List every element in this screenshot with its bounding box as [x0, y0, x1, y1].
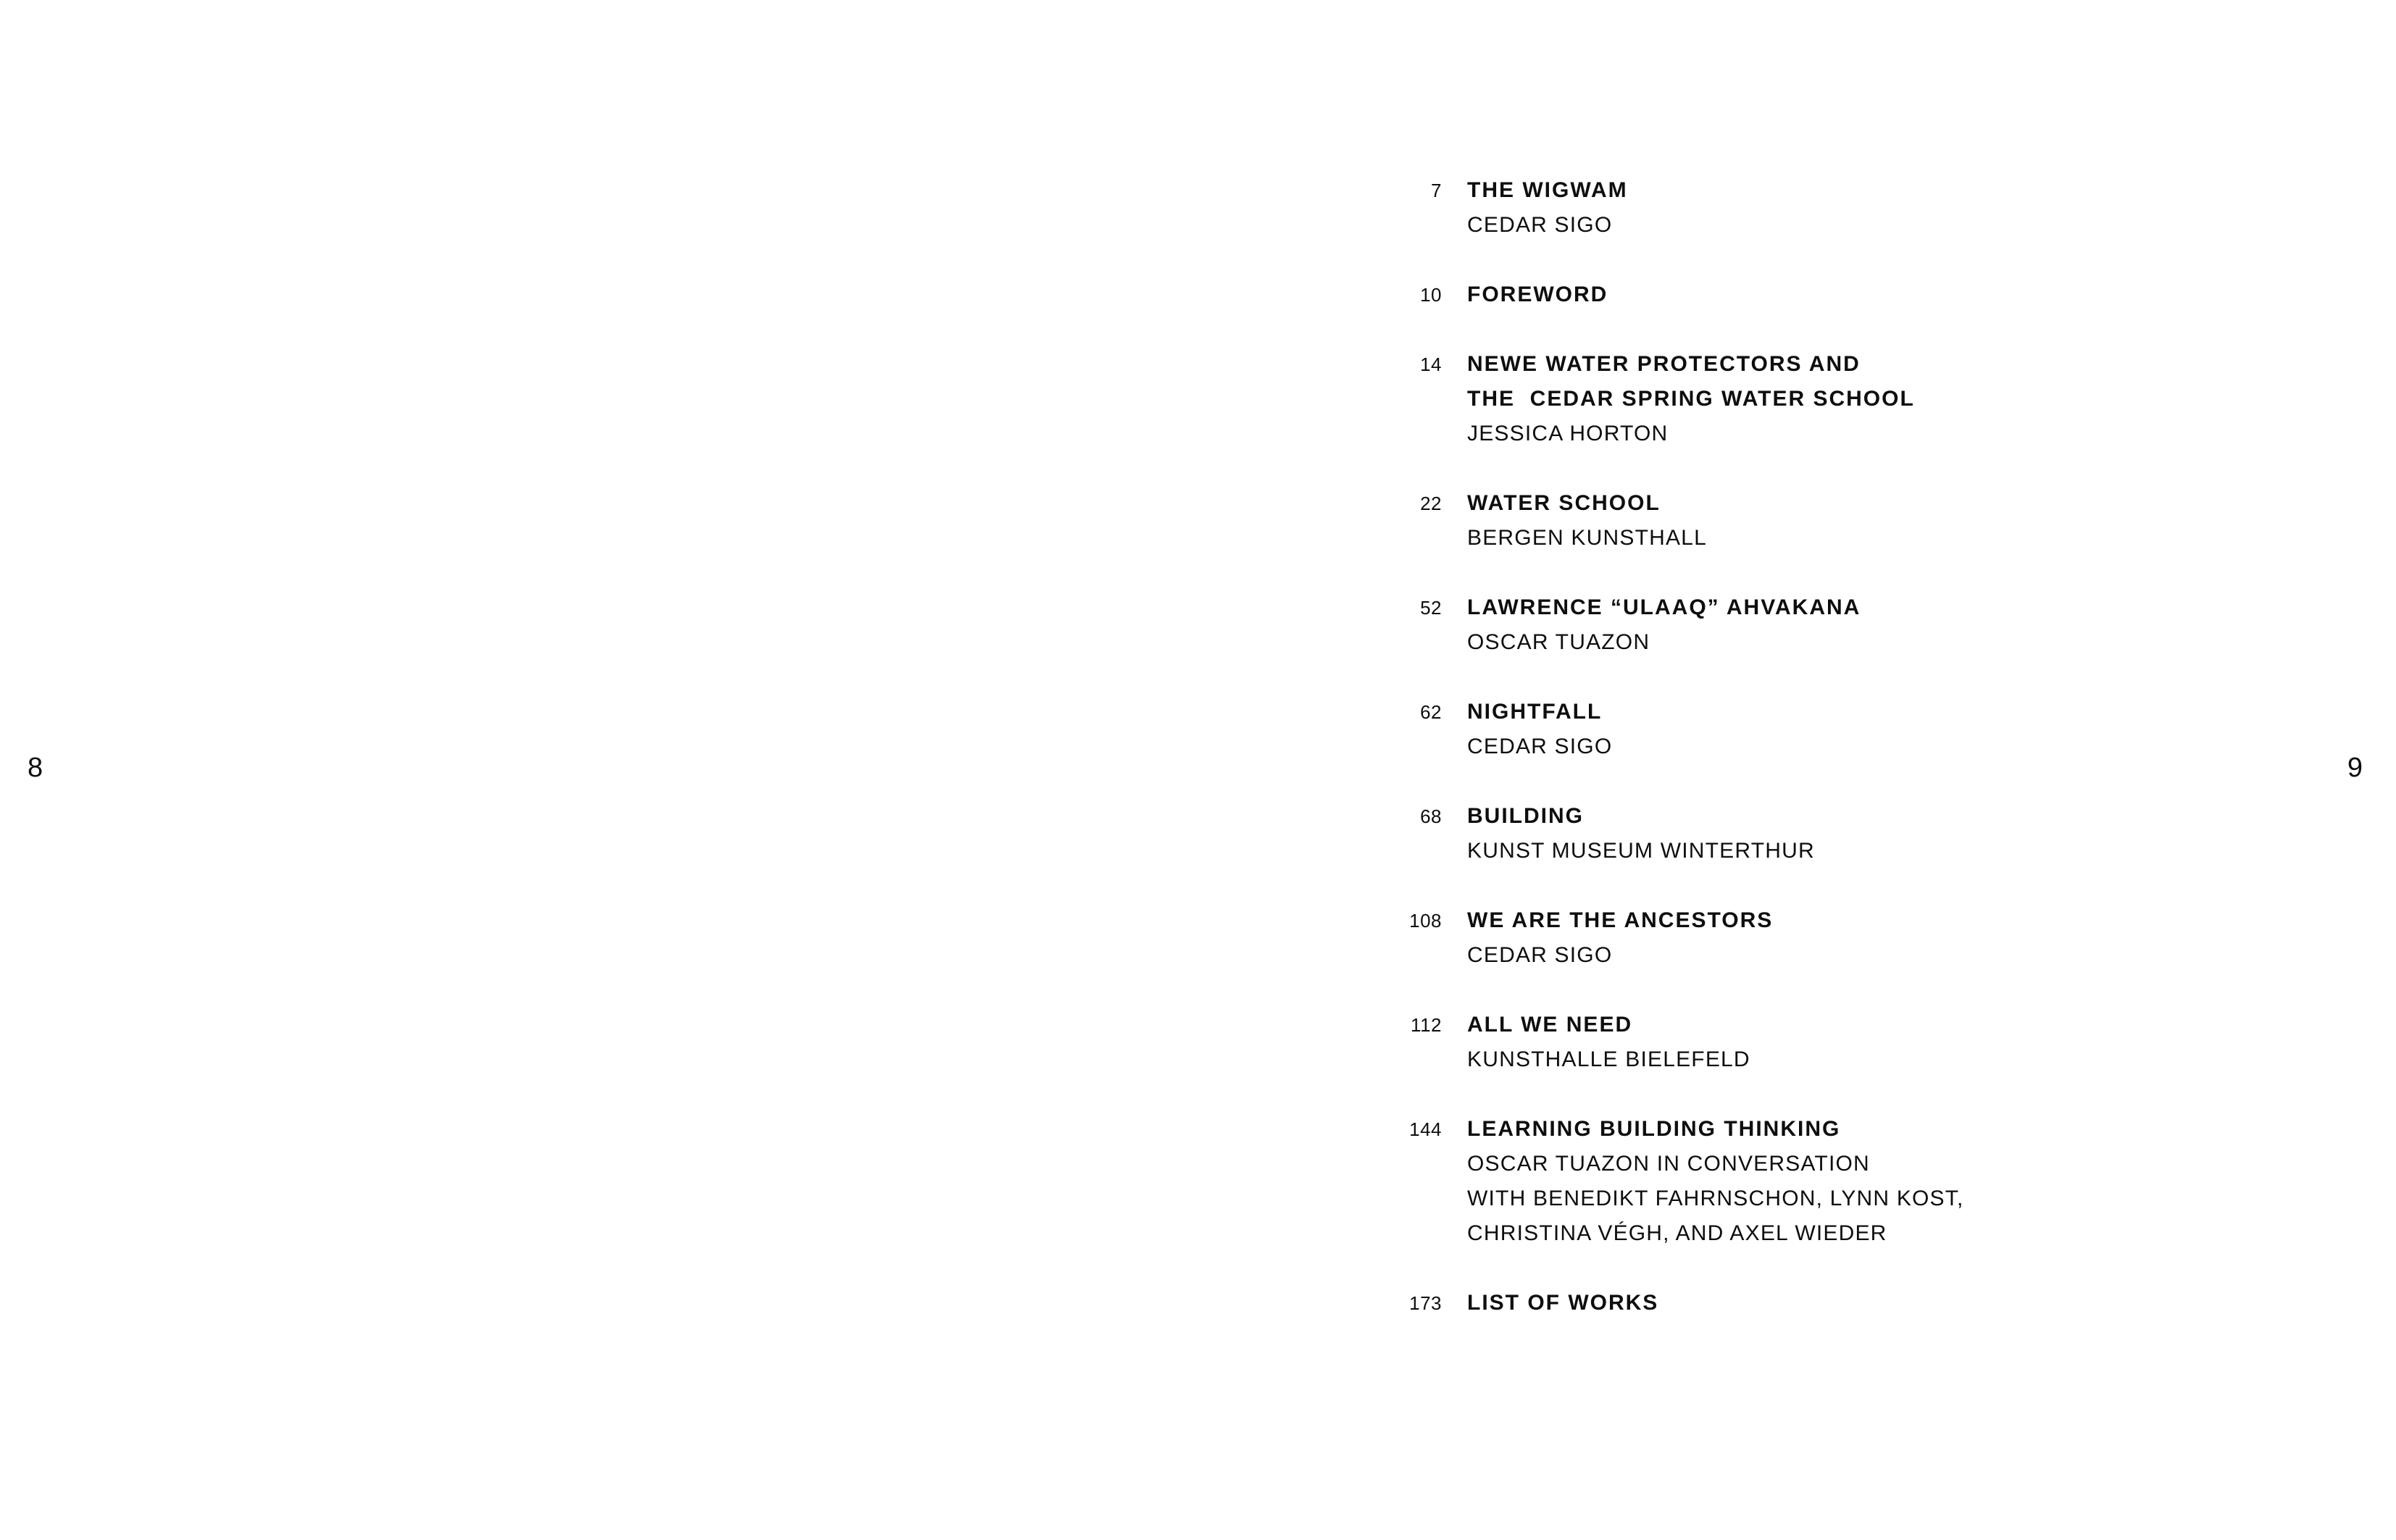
- toc-entry-title-line: ALL WE NEED: [1467, 1013, 1633, 1037]
- toc-entry-text: [1467, 1286, 1658, 1321]
- toc-entry-page-number: 10: [1420, 284, 1442, 306]
- toc-entry-sub-line: OSCAR TUAZON IN CONVERSATION: [1467, 1152, 1870, 1176]
- toc-entry-title-line: THE CEDAR SPRING WATER SCHOOL: [1467, 387, 1915, 411]
- toc-entry: [1366, 903, 1964, 973]
- toc-entry-text: [1467, 1008, 1750, 1077]
- toc-entry-sub-line: KUNSTHALLE BIELEFELD: [1467, 1047, 1750, 1071]
- toc-entry-page-number: 112: [1411, 1014, 1442, 1036]
- toc-entry-sub-line: CHRISTINA VÉGH, AND AXEL WIEDER: [1467, 1221, 1887, 1245]
- toc-entry-title-line: WE ARE THE ANCESTORS: [1467, 908, 1774, 932]
- toc-entry-text: [1467, 695, 1612, 764]
- toc-entry-sub-line: JESSICA HORTON: [1467, 422, 1669, 445]
- toc-entry-page-number: 108: [1409, 910, 1442, 932]
- toc-entry-title-line: LEARNING BUILDING THINKING: [1467, 1117, 1841, 1141]
- toc-entry-page-number: 68: [1420, 805, 1442, 827]
- toc-entry: [1366, 1008, 1964, 1077]
- toc-entry-page-number: 7: [1431, 180, 1442, 201]
- toc-entry: [1366, 1286, 1964, 1321]
- toc-entry-sub-line: WITH BENEDIKT FAHRNSCHON, LYNN KOST,: [1467, 1187, 1964, 1210]
- toc-entry-sub-line: CEDAR SIGO: [1467, 213, 1613, 237]
- toc-entry-title-line: WATER SCHOOL: [1467, 491, 1661, 515]
- toc-entry-text: [1467, 347, 1915, 451]
- toc-entry-sub-line: KUNST MUSEUM WINTERTHUR: [1467, 839, 1815, 863]
- right-page-number: 9: [2347, 753, 2363, 783]
- toc-entry-title-line: BUILDING: [1467, 804, 1584, 828]
- toc-entry-sub-line: CEDAR SIGO: [1467, 735, 1613, 758]
- toc-entry: [1366, 1112, 1964, 1251]
- toc-entry-title-line: THE WIGWAM: [1467, 178, 1628, 202]
- toc-entry-title-line: NIGHTFALL: [1467, 700, 1603, 724]
- toc-entry: [1366, 590, 1964, 660]
- toc-entry-text: [1467, 1112, 1964, 1251]
- toc-entry-text: [1467, 277, 1608, 312]
- toc-entry-text: [1467, 486, 1707, 556]
- toc-entry-text: [1467, 590, 1861, 660]
- toc-entry-sub-line: BERGEN KUNSTHALL: [1467, 526, 1707, 550]
- table-of-contents: [1366, 173, 1964, 1321]
- toc-entry: [1366, 347, 1964, 451]
- toc-entry-title-line: LAWRENCE “ULAAQ” AHVAKANA: [1467, 595, 1861, 619]
- toc-entry-text: [1467, 173, 1628, 243]
- toc-entry-text: [1467, 903, 1773, 973]
- toc-entry: [1366, 277, 1964, 312]
- toc-entry-page-number: 22: [1420, 493, 1442, 514]
- toc-entry-text: [1467, 799, 1815, 869]
- toc-entry-page-number: 62: [1420, 701, 1442, 723]
- toc-entry: [1366, 799, 1964, 869]
- toc-entry-page-number: 173: [1409, 1292, 1442, 1314]
- toc-entry-title-line: LIST OF WORKS: [1467, 1291, 1659, 1315]
- toc-entry: [1366, 695, 1964, 764]
- toc-entry: [1366, 486, 1964, 556]
- toc-entry-sub-line: OSCAR TUAZON: [1467, 630, 1650, 654]
- toc-entry-page-number: 52: [1420, 597, 1442, 619]
- toc-entry: [1366, 173, 1964, 243]
- toc-entry-title-line: FOREWORD: [1467, 283, 1608, 306]
- toc-entry-page-number: 144: [1409, 1118, 1442, 1140]
- toc-entry-page-number: 14: [1420, 353, 1442, 375]
- toc-entry-title-line: NEWE WATER PROTECTORS AND: [1467, 352, 1861, 376]
- toc-entry-sub-line: CEDAR SIGO: [1467, 943, 1613, 967]
- left-page-number: 8: [28, 753, 43, 783]
